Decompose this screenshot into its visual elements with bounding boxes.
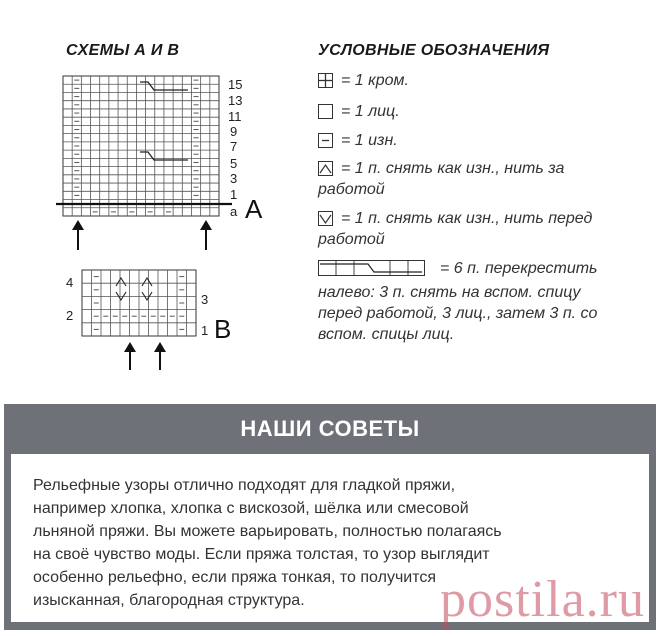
row-label: 15 bbox=[228, 77, 243, 92]
row-label: 2 bbox=[66, 308, 74, 323]
legend-text: = 6 п. перекрестить bbox=[440, 260, 598, 277]
purl-stitch-icon bbox=[318, 133, 333, 148]
legend-item-slip-front bbox=[318, 208, 648, 250]
row-label: 3 bbox=[201, 292, 209, 307]
row-label: 1 bbox=[230, 187, 238, 202]
chart-a-label: А bbox=[245, 194, 263, 224]
legend-item-cross bbox=[318, 258, 648, 345]
tips-line: Рельефные узоры отлично подходят для гладкой пряжи, bbox=[33, 477, 456, 494]
legend-text: = 1 изн. bbox=[341, 132, 398, 149]
tips-line: на своё чувство моды. Если пряжа толстая, то узор выглядит bbox=[33, 546, 490, 563]
knit-stitch-icon bbox=[318, 104, 333, 119]
row-label: 13 bbox=[228, 93, 243, 108]
row-label: 4 bbox=[66, 275, 74, 290]
arrow-up-icon bbox=[72, 220, 84, 250]
tips-line: например хлопка, хлопка с вискозой, шёлка или смесовой bbox=[33, 500, 469, 517]
chart-a bbox=[56, 72, 276, 252]
edge-stitch-icon bbox=[318, 73, 333, 88]
cross-6-icon bbox=[318, 260, 426, 282]
legend-text: налево: 3 п. снять на вспом. спицу bbox=[318, 284, 581, 301]
legend-item-knit bbox=[318, 101, 648, 122]
watermark-logo: postila.ru bbox=[440, 571, 645, 628]
slip-front-icon bbox=[318, 211, 333, 226]
tips-line: льняной пряжи. Вы можете варьировать, полностью полагаясь bbox=[33, 523, 502, 540]
legend-text: = 1 п. снять как изн., нить перед bbox=[341, 210, 593, 227]
tips-line: особенно рельефно, если пряжа тонкая, то получится bbox=[33, 569, 437, 586]
row-label: 9 bbox=[230, 124, 238, 139]
chart-b-label: В bbox=[214, 314, 232, 344]
tips-line: изысканная, благородная структура. bbox=[33, 592, 305, 609]
legend-item-slip-back bbox=[318, 158, 648, 200]
row-label: 11 bbox=[228, 109, 242, 124]
legend-text: = 1 п. снять как изн., нить за bbox=[341, 160, 565, 177]
slip-back-icon bbox=[318, 161, 333, 176]
row-label: 1 bbox=[201, 323, 209, 338]
row-label: 7 bbox=[230, 139, 238, 154]
arrow-up-icon bbox=[124, 342, 136, 370]
legend-text: = 1 лиц. bbox=[341, 103, 400, 120]
legend-title: УСЛОВНЫЕ ОБОЗНАЧЕНИЯ bbox=[318, 42, 550, 59]
chart-b bbox=[76, 266, 209, 376]
legend-text: работой bbox=[318, 181, 385, 198]
legend-item-edge bbox=[318, 70, 648, 91]
row-label: 3 bbox=[230, 171, 238, 186]
legend-text: вспом. спицы лиц. bbox=[318, 326, 455, 343]
legend-text: работой bbox=[318, 231, 385, 248]
tips-title: НАШИ СОВЕТЫ bbox=[240, 416, 420, 441]
legend-text: = 1 кром. bbox=[341, 72, 409, 89]
arrow-up-icon bbox=[154, 342, 166, 370]
legend-item-purl bbox=[318, 130, 648, 151]
row-label: 5 bbox=[230, 156, 238, 171]
legend-text: перед работой, 3 лиц., затем 3 п. со bbox=[318, 305, 598, 322]
charts-title: СХЕМЫ А И В bbox=[66, 42, 180, 59]
row-label: а bbox=[230, 204, 238, 219]
arrow-up-icon bbox=[200, 220, 212, 250]
